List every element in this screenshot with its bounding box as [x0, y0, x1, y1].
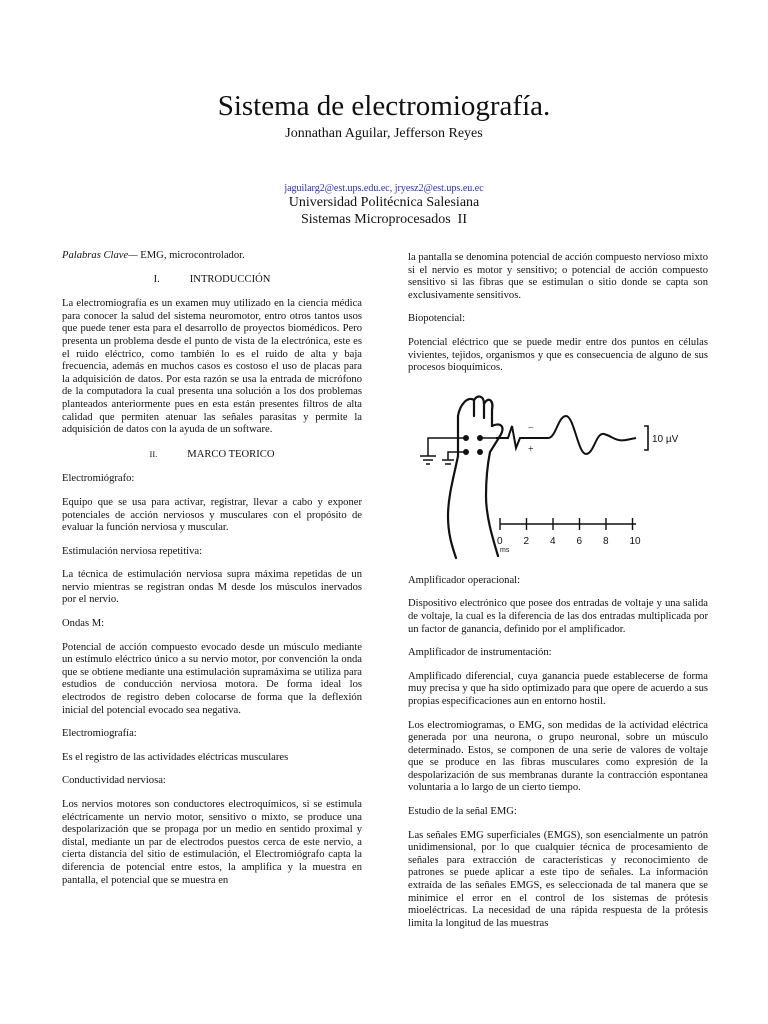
- axis-tick-label: 6: [576, 535, 583, 547]
- right-column: [408, 252, 708, 1017]
- axis-unit-label: ms: [500, 546, 510, 554]
- subheading-conductividad: Conductividad nerviosa:: [62, 775, 166, 787]
- paragraph-continuation: la pantalla se denomina potencial de acción compuesto nervioso mixto si el nervio es motor y sensitivo; o potencial de acción compuesto sensitivo si las fibras que se estimulan o sitio donde se capta son exclusivamente sensitivos.: [408, 252, 708, 301]
- axis-tick-label: 4: [550, 535, 556, 547]
- left-column: [62, 250, 362, 1015]
- paragraph-biopotencial: Potencial eléctrico que se puede medir entre dos puntos en células vivientes, tejidos, organismos y que es consecuencia de alguno de sus procesos bioquímicos.: [408, 336, 708, 374]
- subheading-ondas-m: Ondas M:: [62, 618, 105, 630]
- paragraph-estudio: Las señales EMG superficiales (EMGS), son esencialmente un patrón unidimensional, por lo que cualquier técnica de procesamiento de señales para extracción de características y reconocimiento de patrones se puede aplicar a este tipo de señales. La información extraída de las señales EMGS, es seleccionada de tal manera que se minimice el error en el control de los sistemas de prótesis mioeléctricas. La necesidad de una rápida respuesta de la prótesis limita la longitud de las muestras: [408, 829, 708, 929]
- keywords-label: Palabras Clave—: [62, 250, 138, 261]
- keywords: [62, 250, 362, 263]
- scale-bar: [644, 426, 648, 450]
- author-emails[interactable]: jaguilarg2@est.ups.edu.ec, jryesz2@est.ups.eu.ec: [284, 183, 484, 194]
- subheading-estimulacion: Estimulación nerviosa repetitiva:: [62, 545, 203, 557]
- university-name: Universidad Politécnica Salesiana: [288, 195, 480, 210]
- subheading-estudio: Estudio de la señal EMG:: [408, 806, 517, 818]
- paragraph-emg: Los electromiogramas, o EMG, son medidas de la actividad eléctrica generada por una neurona, o grupo neuronal, sobre un músculo determinado. Estos, se componen de una serie de valores de voltaje que se produce en las fibras musculares como expresión de la despolarización de sus membranas durante la contracción espontanea voluntaria a lo largo de un cierto tiempo.: [408, 719, 708, 794]
- section-title: MARCO TEORICO: [187, 448, 275, 460]
- scale-label: 10 µV: [652, 433, 679, 445]
- section-heading-introduccion: [62, 274, 362, 287]
- keywords-text: EMG, microcontrolador.: [137, 250, 245, 261]
- affiliation: [0, 194, 768, 228]
- paragraph-conductividad: Los nervios motores son conductores electroquímicos, si se estimula eléctricamente un nervio motor, sensitivo o mixto, se produce una despolarización que se propaga por un medio en sentido proximal y distal, mediante un par de electrodos puestos cerca de este nervio, a cierta distancia del sitio de estimulación, el Electromiógrafo capta la diferencia de potencial entre estos, la amplifica y la muestra en pantalla, el potencial que se muestra en: [62, 799, 362, 886]
- arm-drawing: [448, 396, 502, 557]
- subheading-electromiografo: Electromiógrafo:: [62, 473, 135, 485]
- paper-authors: Jonnathan Aguilar, Jefferson Reyes: [285, 126, 483, 141]
- axis-tick-label: 0: [497, 535, 503, 547]
- course-name: Sistemas Microprocesados II: [300, 212, 468, 227]
- trace-minus: −: [528, 422, 534, 434]
- axis-tick-label: 10: [629, 535, 641, 547]
- paragraph-ondas-m: Potencial de acción compuesto evocado desde un músculo mediante un estímulo eléctrico único a su nervio motor, por convención la onda que se obtiene mediante una estimulación supramáxima se utiliza para estudios de conducción nerviosa motora. De forma ideal los electrodos de registro deben colocarse de forma que la deflexión inicial del potencial evocado sea negativa.: [62, 641, 362, 716]
- intro-paragraph: La electromiografía es un examen muy utilizado en la ciencia médica para conocer la salud del sistema neuromotor, entro otros tantos usos que puede tener esta para el desarrollo de proyectos biomédicos. Pero presenta un problema desde el punto de vista de la electrónica, este es el ruido eléctrico, como también lo es el ruido de alta y baja frecuencia, además en muchos casos es costoso el uso de placas para la adquisición de datos. Por esta razón se usa la entrada de micrófono de la computadora la cual presenta una solución a los dos problemas planteados anteriormente pues en esta están presentes filtros de alta calidad que permiten atenuar las señales parasitas y permite la adquisición de datos con la ayuda de un software.: [62, 298, 362, 436]
- subheading-instrumentacion: Amplificador de instrumentación:: [408, 647, 552, 659]
- subheading-electromiografia: Electromiografía:: [62, 728, 137, 740]
- emg-trace: [496, 416, 636, 454]
- subheading-amplificador: Amplificador operacional:: [408, 574, 521, 586]
- subheading-biopotencial: Biopotencial:: [408, 313, 466, 325]
- emg-figure: [408, 386, 708, 561]
- axis-ticks: [497, 518, 641, 547]
- axis-tick-label: 2: [523, 535, 530, 547]
- paper-title: Sistema de electromiografía.: [217, 90, 551, 122]
- trace-plus: +: [528, 443, 534, 455]
- paragraph-electromiografo: Equipo que se usa para activar, registrar, llevar a cabo y exponer potenciales de acción nerviosos y musculares con el propósito de evaluar la función nerviosa y muscular.: [62, 496, 362, 534]
- emg-illustration: [408, 386, 708, 561]
- section-heading-marco-teorico: [62, 448, 362, 462]
- paragraph-amplificador: Dispositivo electrónico que posee dos entradas de voltaje y una salida de voltaje, la cual es la diferencia de las dos entradas multiplicada por un factor de ganancia, definido por el amplificador.: [408, 598, 708, 635]
- paragraph-electromiografia: Es el registro de las actividades eléctricas musculares: [62, 751, 289, 763]
- section-number: I.: [153, 273, 160, 285]
- section-title: INTRODUCCIÓN: [189, 273, 271, 285]
- paragraph-estimulacion: La técnica de estimulación nerviosa supra máxima repetidas de un nervio mientras se registran ondas M desde los músculos inervados por el nervio.: [62, 569, 362, 606]
- axis-tick-label: 8: [603, 535, 609, 547]
- section-number: II.: [149, 448, 158, 459]
- paragraph-instrumentacion: Amplificado diferencial, cuya ganancia puede establecerse de forma muy precisa y que ha sido optimizado para que opere de acuerdo a sus propias especificaciones aun en entorno hostil.: [408, 670, 708, 707]
